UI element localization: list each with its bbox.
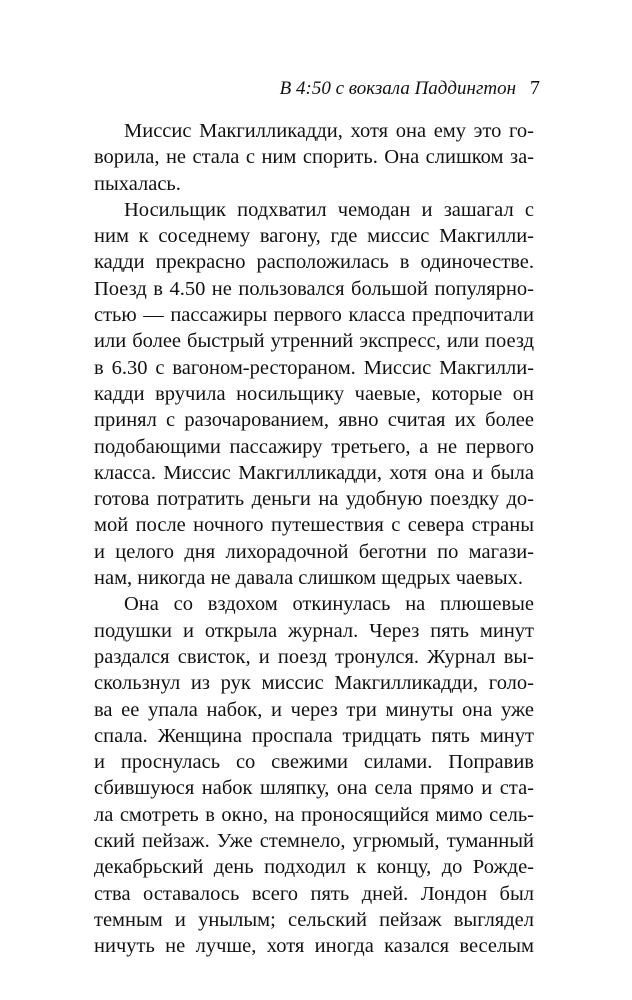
- text-line: подушки и открыла журнал. Через пять минут: [94, 619, 534, 642]
- text-line: и целого дня лихорадочной беготни по магази-: [94, 540, 534, 563]
- text-line: или более быстрый утренний экспресс, или поезд: [94, 330, 534, 353]
- text-line: мой после ночного путешествия с севера страны: [94, 514, 534, 537]
- page-number: 7: [530, 77, 540, 99]
- text-line: ничуть не лучше, хотя иногда казался веселым: [94, 935, 534, 958]
- paragraph-1: [94, 118, 534, 197]
- text-line: и проснулась со свежими силами. Поправив: [94, 751, 534, 774]
- text-line: декабрьский день подходил к концу, до Рожде-: [94, 856, 534, 879]
- text-line: ства оставалось всего пять дней. Лондон был: [94, 882, 534, 905]
- text-line: нам, никогда не давала слишком щедрых чаевых.: [94, 567, 524, 590]
- text-line: Носильщик подхватил чемодан и зашагал с: [124, 198, 534, 221]
- text-line: подобающими пассажиру третьего, а не первого: [94, 435, 534, 458]
- text-line: стью — пассажиры первого класса предпочитали: [94, 304, 534, 327]
- text-line: темным и унылым; сельский пейзаж выглядел: [94, 908, 534, 931]
- text-line: ла смотреть в окно, на проносящийся мимо сель-: [94, 803, 534, 826]
- paragraph-3: [94, 591, 534, 959]
- paragraph-2: [94, 197, 534, 591]
- text-line: принял с разочарованием, явно считая их более: [94, 409, 534, 432]
- text-line: Она со вздохом откинулась на плюшевые: [124, 593, 534, 616]
- text-line: класса. Миссис Макгилликадди, хотя она и была: [94, 461, 534, 484]
- text-line: Миссис Макгилликадди, хотя она ему это го-: [124, 120, 534, 142]
- text-line: ворила, не стала с ним спорить. Она слишком за-: [94, 146, 534, 169]
- text-line: ский пейзаж. Уже стемнело, угрюмый, туманный: [94, 830, 534, 853]
- running-title: В 4:50 с вокзала Паддингтон: [279, 78, 516, 99]
- text-line: в 6.30 с вагоном-рестораном. Миссис Макгилли-: [94, 356, 534, 379]
- text-line: Поезд в 4.50 не пользовался большой популярно-: [94, 277, 534, 300]
- text-line: кадди прекрасно расположилась в одиночестве.: [94, 251, 534, 274]
- running-header: [94, 76, 540, 101]
- text-line: готова потратить деньги на удобную поездку до-: [94, 488, 534, 511]
- text-line: сбившуюся набок шляпку, она села прямо и ста-: [94, 777, 534, 800]
- text-line: ним к соседнему вагону, где миссис Макгилли-: [94, 225, 534, 248]
- body-text: [94, 118, 534, 960]
- text-line: ва ее упала набок, и через три минуты она уже: [94, 698, 534, 721]
- text-line: пыхалась.: [94, 172, 181, 195]
- text-line: кадди вручила носильщику чаевые, которые он: [94, 382, 534, 405]
- text-line: спала. Женщина проспала тридцать пять минут: [94, 724, 534, 747]
- text-line: раздался свисток, и поезд тронулся. Журнал вы-: [94, 645, 534, 668]
- text-line: скользнул из рук миссис Макгилликадди, голо-: [94, 672, 534, 695]
